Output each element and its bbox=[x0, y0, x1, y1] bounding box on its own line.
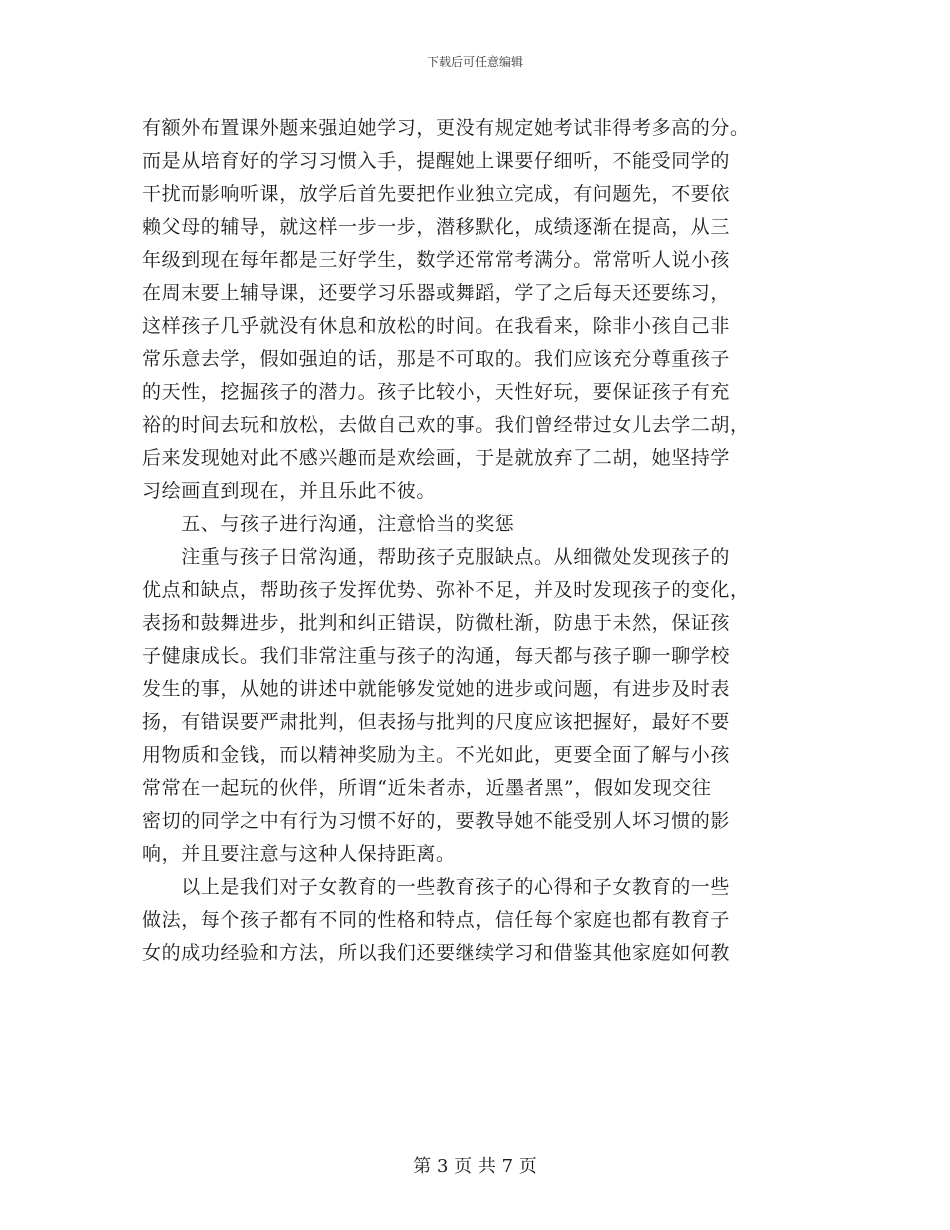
text-line: 优点和缺点，帮助孩子发挥优势、弥补不足，并及时发现孩子的变化， bbox=[142, 579, 750, 601]
text-line: 裕的时间去玩和放松，去做自己欢的事。我们曾经带过女儿去学二胡， bbox=[142, 414, 750, 436]
text-line: 赖父母的辅导，就这样一步一步，潜移默化，成绩逐渐在提高，从三 bbox=[142, 216, 731, 238]
text-line: 以上是我们对子女教育的一些教育孩子的心得和子女教育的一些 bbox=[142, 876, 731, 898]
text-line: 表扬和鼓舞进步，批判和纠正错误，防微杜渐，防患于未然，保证孩 bbox=[142, 612, 731, 634]
page-header: 下载后可任意编辑 bbox=[426, 55, 523, 69]
text-line: 这样孩子几乎就没有休息和放松的时间。在我看来，除非小孩自己非 bbox=[142, 315, 731, 337]
text-line: 扬，有错误要严肃批判，但表扬与批判的尺度应该把握好，最好不要 bbox=[142, 711, 731, 733]
text-line: 习绘画直到现在，并且乐此不彼。 bbox=[142, 480, 437, 502]
text-line: 做法，每个孩子都有不同的性格和特点，信任每个家庭也都有教育子 bbox=[142, 909, 731, 931]
text-line: 常乐意去学，假如强迫的话，那是不可取的。我们应该充分尊重孩子 bbox=[142, 348, 731, 370]
text-line: 干扰而影响听课，放学后首先要把作业独立完成，有问题先，不要依 bbox=[142, 183, 731, 205]
text-line: 年级到现在每年都是三好学生，数学还常常考满分。常常听人说小孩 bbox=[142, 249, 731, 271]
text-line: 在周末要上辅导课，还要学习乐器或舞蹈，学了之后每天还要练习， bbox=[142, 282, 731, 304]
text-line: 响，并且要注意与这种人保持距离。 bbox=[142, 843, 456, 865]
text-line: 女的成功经验和方法，所以我们还要继续学习和借鉴其他家庭如何教 bbox=[142, 942, 731, 964]
text-line: 而是从培育好的学习习惯入手，提醒她上课要仔细听，不能受同学的 bbox=[142, 150, 731, 172]
text-line: 有额外布置课外题来强迫她学习，更没有规定她考试非得考多高的分。 bbox=[142, 117, 750, 139]
text-line: 用物质和金钱，而以精神奖励为主。不光如此，更要全面了解与小孩 bbox=[142, 744, 731, 766]
text-line: 五、与孩子进行沟通，注意恰当的奖惩 bbox=[142, 513, 515, 535]
text-line: 密切的同学之中有行为习惯不好的，要教导她不能受别人坏习惯的影 bbox=[142, 810, 731, 832]
text-line: 发生的事，从她的讲述中就能够发觉她的进步或问题，有进步及时表 bbox=[142, 678, 731, 700]
text-line: 常常在一起玩的伙伴，所谓“近朱者赤，近墨者黑”，假如发现交往 bbox=[142, 777, 712, 799]
text-line: 的天性，挖掘孩子的潜力。孩子比较小，天性好玩，要保证孩子有充 bbox=[142, 381, 731, 403]
text-line: 注重与孩子日常沟通，帮助孩子克服缺点。从细微处发现孩子的 bbox=[142, 546, 731, 568]
text-line: 后来发现她对此不感兴趣而是欢绘画，于是就放弃了二胡，她坚持学 bbox=[142, 447, 731, 469]
page-footer: 第 3 页 共 7 页 bbox=[413, 1156, 537, 1177]
document-body bbox=[142, 112, 810, 970]
text-line: 子健康成长。我们非常注重与孩子的沟通，每天都与孩子聊一聊学校 bbox=[142, 645, 731, 667]
